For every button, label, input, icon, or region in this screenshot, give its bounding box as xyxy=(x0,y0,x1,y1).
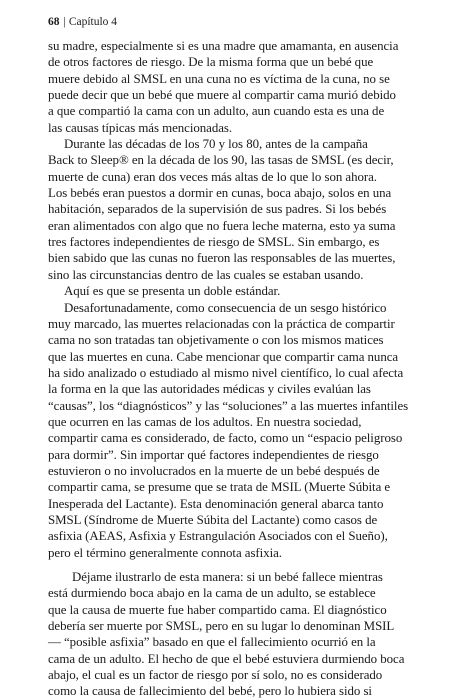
text-line: que las muertes en cuna. Cabe mencionar que compartir cama nunca xyxy=(48,349,399,364)
text-line: está durmiendo boca abajo en la cama de un adulto, se establece xyxy=(48,586,376,601)
text-line: muerte de cuna) eran dos veces más altas de lo que lo son ahora. xyxy=(48,169,377,184)
paragraph-5 xyxy=(48,569,404,700)
text-line: asfixia (AEAS, Asfixia y Estrangulación Asociados con el Sueño), xyxy=(48,529,388,544)
paragraph-4 xyxy=(48,300,409,562)
text-line: “causas”, los “diagnósticos” y las “soluciones” a las muertes infantiles xyxy=(48,398,409,413)
text-line: muere debido al SMSL en una cuna no es víctima de la cuna, no se xyxy=(48,71,390,86)
text-line: Durante las décadas de los 70 y los 80, antes de la campaña xyxy=(64,137,368,152)
running-header xyxy=(48,14,404,30)
text-line: SMSL (Síndrome de Muerte Súbita del Lactante) como casos de xyxy=(48,512,378,527)
text-line: las causas típicas más mencionadas. xyxy=(48,120,233,135)
text-line: a que compartió la cama con un adulto, aun cuando esta es una de xyxy=(48,104,385,119)
text-line: Aquí es que se presenta un doble estándar. xyxy=(64,284,281,299)
book-page xyxy=(48,14,409,700)
text-line: para dormir”. Sin importar qué factores independientes de riesgo xyxy=(48,447,379,462)
text-line: cama de un adulto. El hecho de que el bebé estuviera durmiendo boca xyxy=(48,651,405,666)
text-line: debería ser muerte por SMSL, pero en su lugar lo denominan MSIL xyxy=(48,619,395,634)
text-line: pero el término generalmente connota asfixia. xyxy=(48,545,282,560)
paragraph-3 xyxy=(48,283,404,299)
text-line: — “posible asfixia” basado en que el fallecimiento ocurrió en la xyxy=(48,635,376,650)
text-line: eran alimentados con algo que no fuera leche materna, esto ya suma xyxy=(48,218,396,233)
text-line: puede decir que un bebé que muere al compartir cama murió debido xyxy=(48,88,396,103)
chapter-title: Capítulo 4 xyxy=(68,16,118,28)
text-line: Déjame ilustrarlo de esta manera: si un bebé fallece mientras xyxy=(72,570,383,584)
body-text xyxy=(48,38,409,700)
text-line: de otros factores de riesgo. De la misma forma que un bebé que xyxy=(48,55,374,70)
text-line: Inesperada del Lactante). Esta denominación general abarca tanto xyxy=(48,496,384,511)
text-line: Back to Sleep® en la década de los 90, las tasas de SMSL (es decir, xyxy=(48,153,394,168)
text-line: bien sabido que las cunas no fueron las responsables de las muertes, xyxy=(48,251,396,266)
text-line: ha sido analizado o estudiado al mismo nivel científico, lo cual afecta xyxy=(48,365,404,380)
paragraph-2 xyxy=(48,136,404,283)
header-separator: | xyxy=(63,16,66,28)
text-line: muy marcado, las muertes relacionadas con la práctica de compartir xyxy=(48,316,395,331)
text-line: Los bebés eran puestos a dormir en cunas, boca abajo, solos en una xyxy=(48,186,392,201)
text-line: sino las circunstancias dentro de las cuales se estaban usando. xyxy=(48,267,364,282)
text-line: compartir cama, se presume que se trata de MSIL (Muerte Súbita e xyxy=(48,480,391,495)
text-line: que ocurren en las camas de los adultos. En nuestra sociedad, xyxy=(48,414,362,429)
text-line: su madre, especialmente si es una madre que amamanta, en ausencia xyxy=(48,39,399,53)
text-line: estuvieron o no involucrados en la muerte de un bebé después de xyxy=(48,463,380,478)
text-line: tres factores independientes de riesgo de SMSL. Sin embargo, es xyxy=(48,235,380,250)
text-line: habitación, separados de la supervisión de sus padres. Si los bebés xyxy=(48,202,387,217)
text-line: la forma en la que las autoridades médicas y civiles evalúan las xyxy=(48,382,371,397)
paragraph-1 xyxy=(48,38,404,136)
text-line: Desafortunadamente, como consecuencia de un sesgo histórico xyxy=(64,300,387,315)
page-number: 68 xyxy=(48,16,60,28)
text-line: como la causa de fallecimiento del bebé, pero lo hubiera sido si xyxy=(48,684,372,699)
text-line: compartir cama es considerado, de facto, como un “espacio peligroso xyxy=(48,431,403,446)
text-line: abajo, el cual es un factor de riesgo por sí solo, no es considerado xyxy=(48,668,383,683)
paragraph-gap xyxy=(48,561,404,569)
text-line: que la causa de muerte fue haber compartido cama. El diagnóstico xyxy=(48,602,387,617)
text-line: cama no son tratadas tan objetivamente o con los mismos matices xyxy=(48,333,384,348)
